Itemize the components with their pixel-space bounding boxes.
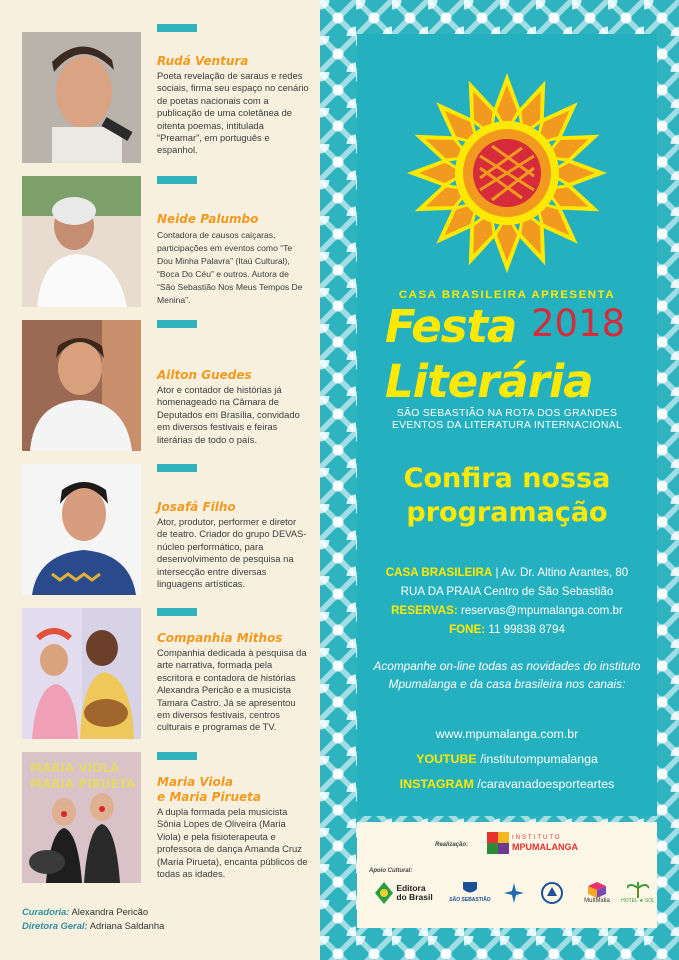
- diretora-value: Adriana Saldanha: [89, 920, 165, 931]
- instituto-small: INSTITUTO: [512, 835, 562, 841]
- circular-seal-logo: [539, 880, 565, 906]
- editora-wordmark: [396, 884, 432, 902]
- accent-bar: [157, 608, 197, 616]
- sponsors-strip: [357, 822, 657, 928]
- event-title-line1: Festa: [385, 300, 517, 353]
- person-description: Poeta revelação de saraus e redes sociais, firma seu espaço no cenário de poetas nacionais com a publicação de uma coletânea de oitenta poemas, intitulada “Preamar”, em português e espanhol.: [157, 70, 309, 156]
- person-description: Ator, produtor, performer e diretor de teatro. Criador do grupo DEVAS-núcleo performático, para desenvolvimento de pesquisa na intersecção entre diversas linguagens artísticas.: [157, 516, 307, 590]
- person-name: Rudá Ventura: [157, 54, 249, 68]
- instagram-line: [357, 772, 657, 797]
- person-description: Ator e contador de histórias já homenageado na Câmara de Deputados em Brasília, convidado em diversos festivais e feiras literárias de todo o país.: [157, 384, 300, 445]
- instagram-link[interactable]: /caravanadoesporteartes: [477, 777, 615, 791]
- mpumalanga-wordmark: [512, 834, 578, 852]
- accent-bar: [157, 752, 197, 760]
- instituto-mpumalanga-logo: [487, 832, 578, 854]
- multmidia-logo: [579, 878, 615, 908]
- person-name-line: e Maria Pirueta: [157, 790, 262, 804]
- person-photo: [22, 464, 141, 595]
- phone-label: FONE:: [449, 623, 486, 636]
- cta-heading: [357, 462, 657, 530]
- person-photo: [22, 320, 141, 451]
- sao-sebastiao-logo: [449, 880, 491, 906]
- sao-sebastiao-inner: [449, 882, 490, 904]
- phone-line: [357, 620, 657, 639]
- reservas-line: [357, 601, 657, 620]
- svg-text:MARIA PIRUETA: MARIA PIRUETA: [30, 777, 136, 791]
- person-card: [22, 608, 322, 743]
- subtitle-line: SÃO SEBASTIÃO NA ROTA DOS GRANDES: [396, 408, 618, 419]
- curadoria-line: [22, 905, 164, 919]
- credits: [22, 905, 164, 933]
- apoio-label: Apoio Cultural:: [369, 868, 413, 874]
- event-title-line2: Literária: [385, 355, 593, 408]
- svg-text:MARIA VIOLA: MARIA VIOLA: [30, 761, 120, 775]
- subtitle-line: EVENTOS DA LITERATURA INTERNACIONAL: [391, 420, 623, 431]
- accent-bar: [157, 320, 197, 328]
- person-card: [22, 464, 322, 599]
- palm-icon: [627, 882, 649, 898]
- person-photo: [22, 608, 141, 739]
- venue-name: CASA BRASILEIRA: [385, 566, 493, 579]
- person-photo: [22, 176, 141, 307]
- person-description: Companhia dedicada à pesquisa da arte narrativa, formada pela escritora e contadora de histórias Alexandra Pericão e a musicista Tamara Castro. Já se apresentou em diversos festivais, centros culturais e programas de TV.: [157, 647, 307, 733]
- seal-icon: [541, 882, 563, 904]
- curadoria-label: Curadoria:: [22, 906, 70, 917]
- accent-bar: [157, 24, 197, 32]
- reservas-label: RESERVAS:: [391, 604, 458, 617]
- person-name-line: Maria Viola: [157, 775, 233, 789]
- star-icon: [503, 882, 525, 904]
- cta-line: programação: [406, 497, 608, 528]
- address-street: | Av. Dr. Altino Arantes, 80: [495, 566, 629, 579]
- event-subtitle: [357, 408, 657, 432]
- person-description: A dupla formada pela musicista Sônia Lopes de Oliveira (Maria Viola) e pela fisioterapeuta e professora de dança Amanda Cruz (Maria Pirueta), encanta públicos de todas as idades.: [157, 806, 308, 880]
- instagram-label: INSTAGRAM: [399, 777, 474, 791]
- person-card: [22, 32, 322, 167]
- editora-line: Editora: [396, 883, 426, 893]
- mpumalanga-icon: [487, 832, 509, 854]
- reservas-email[interactable]: reservas@mpumalanga.com.br: [460, 604, 623, 617]
- person-name: Josafá Filho: [157, 500, 236, 514]
- editora-brasil-logo: [369, 878, 439, 908]
- person-name: Ailton Guedes: [157, 368, 252, 382]
- website-link[interactable]: www.mpumalanga.com.br: [435, 727, 579, 741]
- youtube-label: YOUTUBE: [416, 752, 477, 766]
- youtube-line: [357, 747, 657, 772]
- person-card: [22, 752, 322, 887]
- instituto-name: MPUMALANGA: [512, 842, 578, 852]
- diretora-line: [22, 919, 164, 933]
- online-intro-line: Mpumalanga e da casa brasileira nos canais:: [388, 677, 626, 691]
- person-description: Contadora de causos caiçaras, participações em eventos como “Te Dou Minha Palavra” (Itaú Cultural), “Boca Do Céu” e outros. Autora de “São Sebastião Nos Meus Tempos De Menina”.: [157, 230, 303, 305]
- curadoria-value: Alexandra Pericão: [71, 906, 149, 917]
- cube-icon: [588, 882, 606, 898]
- phone-number: 11 99838 8794: [488, 623, 565, 636]
- presenter-line: CASA BRASILEIRA APRESENTA: [398, 289, 616, 301]
- person-card: [22, 320, 322, 455]
- hotel-text: HOTEL ★ SOL: [621, 897, 655, 904]
- accent-bar: [157, 176, 197, 184]
- youtube-link[interactable]: /institutompumalanga: [480, 752, 598, 766]
- accent-bar: [157, 464, 197, 472]
- event-year: 2018: [531, 302, 626, 345]
- editora-icon: [375, 882, 393, 904]
- sao-sebastiao-text: SÃO SEBASTIÃO: [449, 897, 491, 903]
- person-photo: [22, 32, 141, 163]
- person-name: [157, 775, 261, 805]
- online-intro: [366, 657, 648, 693]
- city-crest-icon: [463, 882, 477, 894]
- address-line: [357, 563, 657, 582]
- contact-block: [357, 563, 657, 639]
- diretora-label: Diretora Geral:: [22, 920, 88, 931]
- person-name: Neide Palumbo: [157, 212, 259, 226]
- online-intro-line: Acompanhe on-line todas as novidades do instituto: [373, 659, 641, 673]
- cultural-logo: [497, 880, 531, 906]
- social-links: [357, 722, 657, 797]
- person-card: [22, 176, 322, 311]
- person-photo: [22, 752, 141, 883]
- multmidia-text: MultMidia: [584, 897, 610, 904]
- editora-line: do Brasil: [396, 892, 433, 902]
- person-name: Companhia Mithos: [157, 631, 283, 645]
- sunflower-logo: [392, 68, 622, 278]
- address-line: RUA DA PRAIA Centro de São Sebastião: [400, 585, 614, 598]
- realizacao-label: Realização:: [435, 842, 469, 848]
- hotel-logo: [621, 878, 655, 908]
- cta-line: Confira nossa: [403, 463, 611, 494]
